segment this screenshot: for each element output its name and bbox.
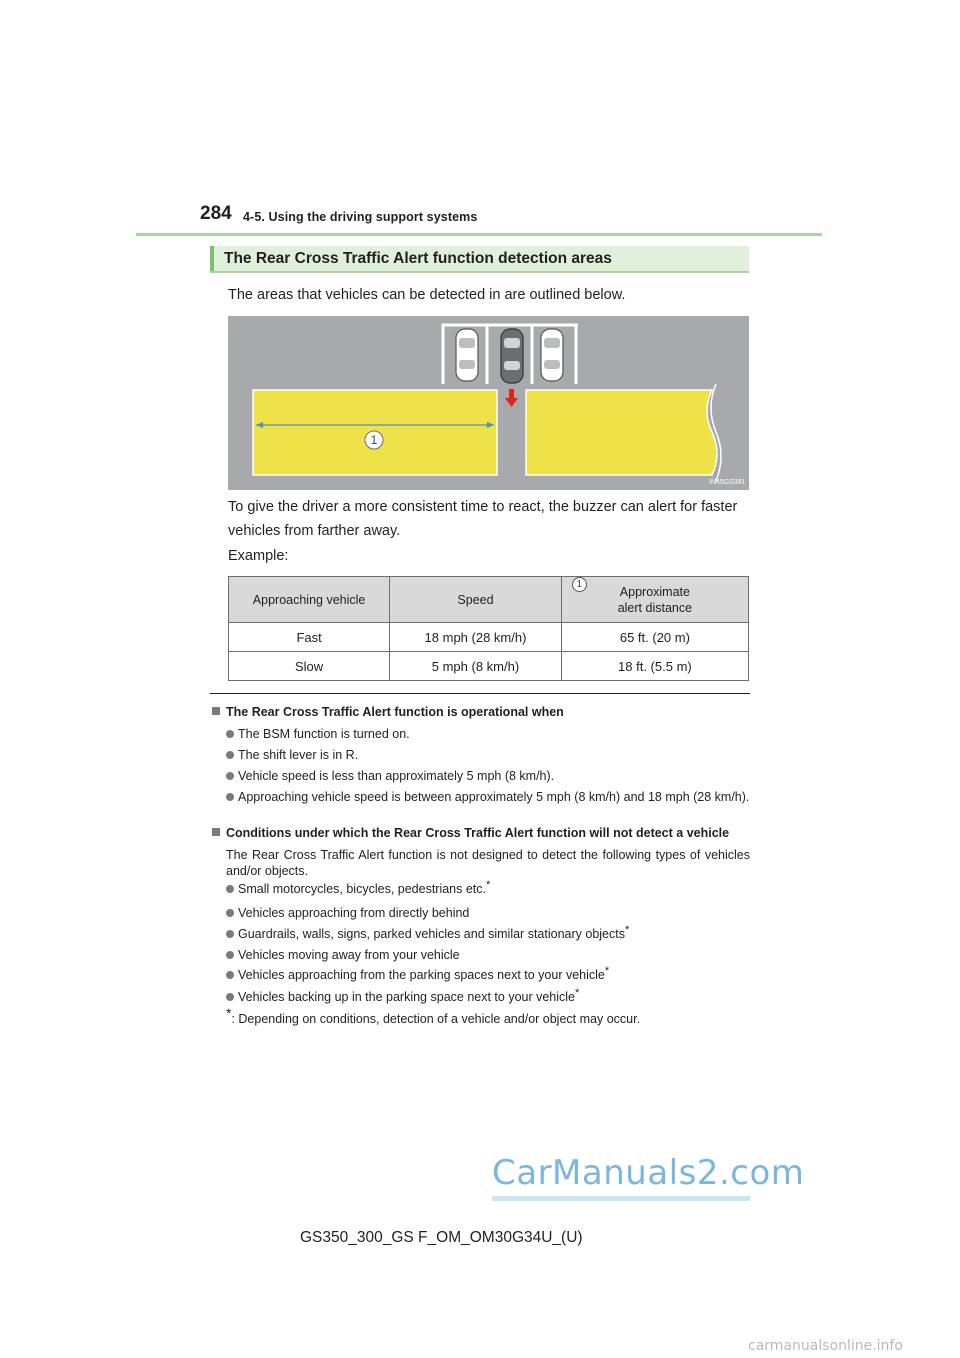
bullet-icon bbox=[226, 885, 234, 893]
list-item: Small motorcycles, bicycles, pedestrians etc.* bbox=[238, 881, 748, 897]
bullet-icon bbox=[226, 751, 234, 759]
parked-car-left bbox=[456, 329, 478, 381]
bullet-icon bbox=[226, 730, 234, 738]
bullet-icon bbox=[226, 793, 234, 801]
cell-vehicle: Fast bbox=[229, 623, 390, 652]
example-label: Example: bbox=[228, 548, 289, 564]
bullet-icon bbox=[226, 993, 234, 1001]
footnote: *: Depending on conditions, detection of a vehicle and/or object may occur. bbox=[226, 1004, 641, 1026]
cell-speed: 18 mph (28 km/h) bbox=[390, 623, 562, 652]
conditions-heading: Conditions under which the Rear Cross Traffic Alert function will not detect a vehicle bbox=[212, 826, 729, 840]
list-item: Vehicles approaching from directly behind bbox=[238, 905, 748, 921]
cell-distance: 65 ft. (20 m) bbox=[561, 623, 748, 652]
list-item: Vehicle speed is less than approximately 5 mph (8 km/h). bbox=[238, 768, 748, 784]
header-distance-line2: alert distance bbox=[617, 600, 693, 615]
list-item: Guardrails, walls, signs, parked vehicles and similar stationary objects* bbox=[238, 926, 748, 942]
list-item: Vehicles backing up in the parking space next to your vehicle* bbox=[238, 989, 748, 1005]
list-item: The BSM function is turned on. bbox=[238, 726, 748, 742]
watermark-underline bbox=[492, 1196, 750, 1201]
section-heading bbox=[210, 246, 749, 273]
cell-vehicle: Slow bbox=[229, 652, 390, 681]
header-rule bbox=[136, 233, 822, 236]
callout-badge: 1 bbox=[572, 577, 587, 592]
bullet-icon bbox=[226, 930, 234, 938]
bullet-icon bbox=[226, 951, 234, 959]
chapter-title: 4-5. Using the driving support systems bbox=[243, 210, 478, 224]
bullet-icon bbox=[226, 772, 234, 780]
cell-speed: 5 mph (8 km/h) bbox=[390, 652, 562, 681]
footnote-mark: * bbox=[226, 1004, 232, 1021]
document-code: GS350_300_GS F_OM_OM30G34U_(U) bbox=[300, 1229, 583, 1246]
parked-car-right bbox=[541, 329, 563, 381]
site-watermark: carmanualsonline.info bbox=[748, 1338, 903, 1354]
detection-area-right bbox=[526, 390, 717, 475]
watermark-logo: CarManuals2.com bbox=[492, 1153, 805, 1193]
operational-heading: The Rear Cross Traffic Alert function is operational when bbox=[212, 705, 564, 719]
table-row bbox=[229, 652, 749, 681]
conditions-intro: The Rear Cross Traffic Alert function is not designed to detect the following types of vehicles and/or objects. bbox=[226, 848, 750, 878]
own-car bbox=[501, 329, 523, 383]
table-row bbox=[229, 623, 749, 652]
header-distance bbox=[561, 577, 748, 623]
square-bullet-icon bbox=[212, 707, 220, 715]
alert-distance-table bbox=[228, 576, 749, 681]
bullet-icon bbox=[226, 971, 234, 979]
header-vehicle: Approaching vehicle bbox=[229, 577, 390, 623]
table-header-row bbox=[229, 577, 749, 623]
list-item: Approaching vehicle speed is between approximately 5 mph (8 km/h) and 18 mph (28 km/h). bbox=[238, 789, 750, 805]
square-bullet-icon bbox=[212, 828, 220, 836]
section-divider bbox=[210, 693, 750, 694]
section-accent bbox=[210, 246, 214, 271]
intro-text: The areas that vehicles can be detected in are outlined below. bbox=[228, 287, 626, 303]
list-item: Vehicles approaching from the parking spaces next to your vehicle* bbox=[238, 967, 748, 983]
list-item: The shift lever is in R. bbox=[238, 747, 748, 763]
bullet-icon bbox=[226, 909, 234, 917]
image-code: IN45GS381 bbox=[709, 479, 746, 486]
explanation-text: To give the driver a more consistent time to react, the buzzer can alert for faster vehicles from farther away. bbox=[228, 499, 738, 539]
section-title: The Rear Cross Traffic Alert function detection areas bbox=[224, 250, 612, 267]
cell-distance: 18 ft. (5.5 m) bbox=[561, 652, 748, 681]
callout-label: 1 bbox=[370, 433, 378, 447]
header-speed: Speed bbox=[390, 577, 562, 623]
list-item: Vehicles moving away from your vehicle bbox=[238, 947, 748, 963]
page-number: 284 bbox=[200, 203, 232, 224]
header-distance-line1: Approximate bbox=[619, 584, 690, 599]
detection-area-diagram bbox=[228, 316, 749, 490]
